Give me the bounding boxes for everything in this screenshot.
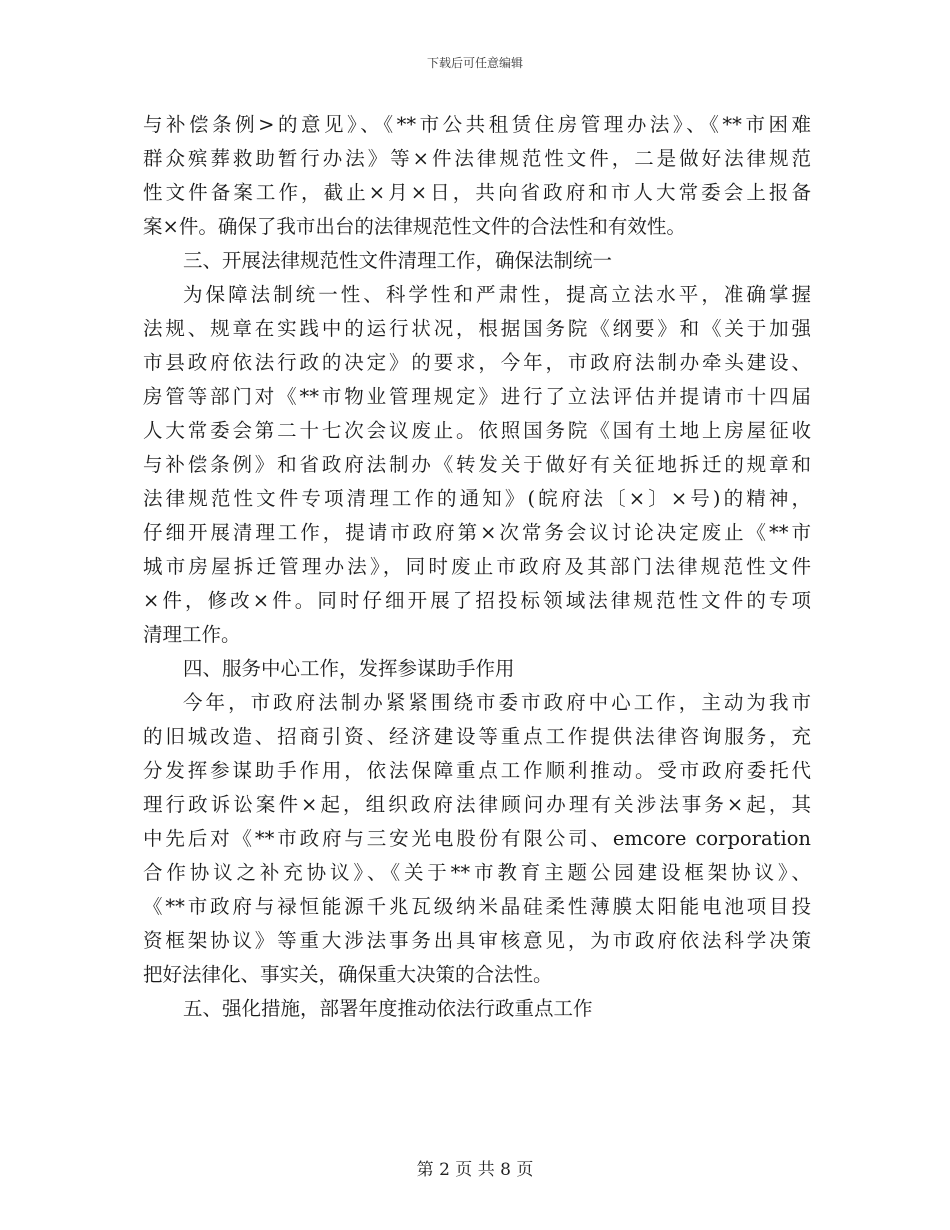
body-line: 仔细开展清理工作，提请市政府第×次常务会议讨论决定废止《**市 [143, 521, 811, 544]
body-line: 人大常委会第二十七次会议废止。依照国务院《国有土地上房屋征收 [143, 419, 811, 442]
body-line: 中先后对《**市政府与三安光电股份有限公司、emcore corporation [143, 827, 811, 850]
body-line: 为保障法制统一性、科学性和严肃性，提高立法水平，准确掌握 [183, 283, 811, 306]
body-line: 清理工作。 [143, 623, 241, 646]
body-line: ×件，修改×件。同时仔细开展了招投标领域法律规范性文件的专项 [143, 589, 811, 612]
body-line: 资框架协议》等重大涉法事务出具审核意见，为市政府依法科学决策 [143, 929, 811, 952]
body-line: 理行政诉讼案件×起，组织政府法律顾问办理有关涉法事务×起，其 [143, 793, 811, 816]
body-line: 性文件备案工作，截止×月×日，共向省政府和市人大常委会上报备 [143, 181, 811, 204]
body-line: 与补偿条例>的意见》、《**市公共租赁住房管理办法》、《**市困难 [143, 113, 811, 136]
section-heading-5: 五、强化措施，部署年度推动依法行政重点工作 [183, 997, 593, 1020]
section-heading-3: 三、开展法律规范性文件清理工作，确保法制统一 [183, 249, 613, 272]
section-heading-4: 四、服务中心工作，发挥参谋助手作用 [183, 657, 515, 680]
body-line: 法律规范性文件专项清理工作的通知》(皖府法〔×〕×号)的精神， [143, 487, 811, 510]
body-line: 法规、规章在实践中的运行状况，根据国务院《纲要》和《关于加强 [143, 317, 811, 340]
body-line: 把好法律化、事实关，确保重大决策的合法性。 [143, 963, 553, 986]
body-line: 的旧城改造、招商引资、经济建设等重点工作提供法律咨询服务，充 [143, 725, 811, 748]
body-line: 与补偿条例》和省政府法制办《转发关于做好有关征地拆迁的规章和 [143, 453, 811, 476]
page-header-note: 下载后可任意编辑 [426, 56, 523, 70]
body-line: 城市房屋拆迁管理办法》，同时废止市政府及其部门法律规范性文件 [143, 555, 811, 578]
document-body [143, 108, 811, 1026]
body-line: 房管等部门对《**市物业管理规定》进行了立法评估并提请市十四届 [143, 385, 811, 408]
page-number: 第 2 页 共 8 页 [416, 1160, 534, 1180]
body-line: 群众殡葬救助暂行办法》等×件法律规范性文件，二是做好法律规范 [143, 147, 811, 170]
body-line: 市县政府依法行政的决定》的要求，今年，市政府法制办牵头建设、 [143, 351, 811, 374]
body-line: 《**市政府与禄恒能源千兆瓦级纳米晶硅柔性薄膜太阳能电池项目投 [143, 895, 811, 918]
body-line: 案×件。确保了我市出台的法律规范性文件的合法性和有效性。 [143, 215, 686, 238]
body-line: 今年，市政府法制办紧紧围绕市委市政府中心工作，主动为我市 [183, 691, 811, 714]
body-line: 合作协议之补充协议》、《关于**市教育主题公园建设框架协议》、 [143, 861, 811, 884]
body-line: 分发挥参谋助手作用，依法保障重点工作顺利推动。受市政府委托代 [143, 759, 811, 782]
